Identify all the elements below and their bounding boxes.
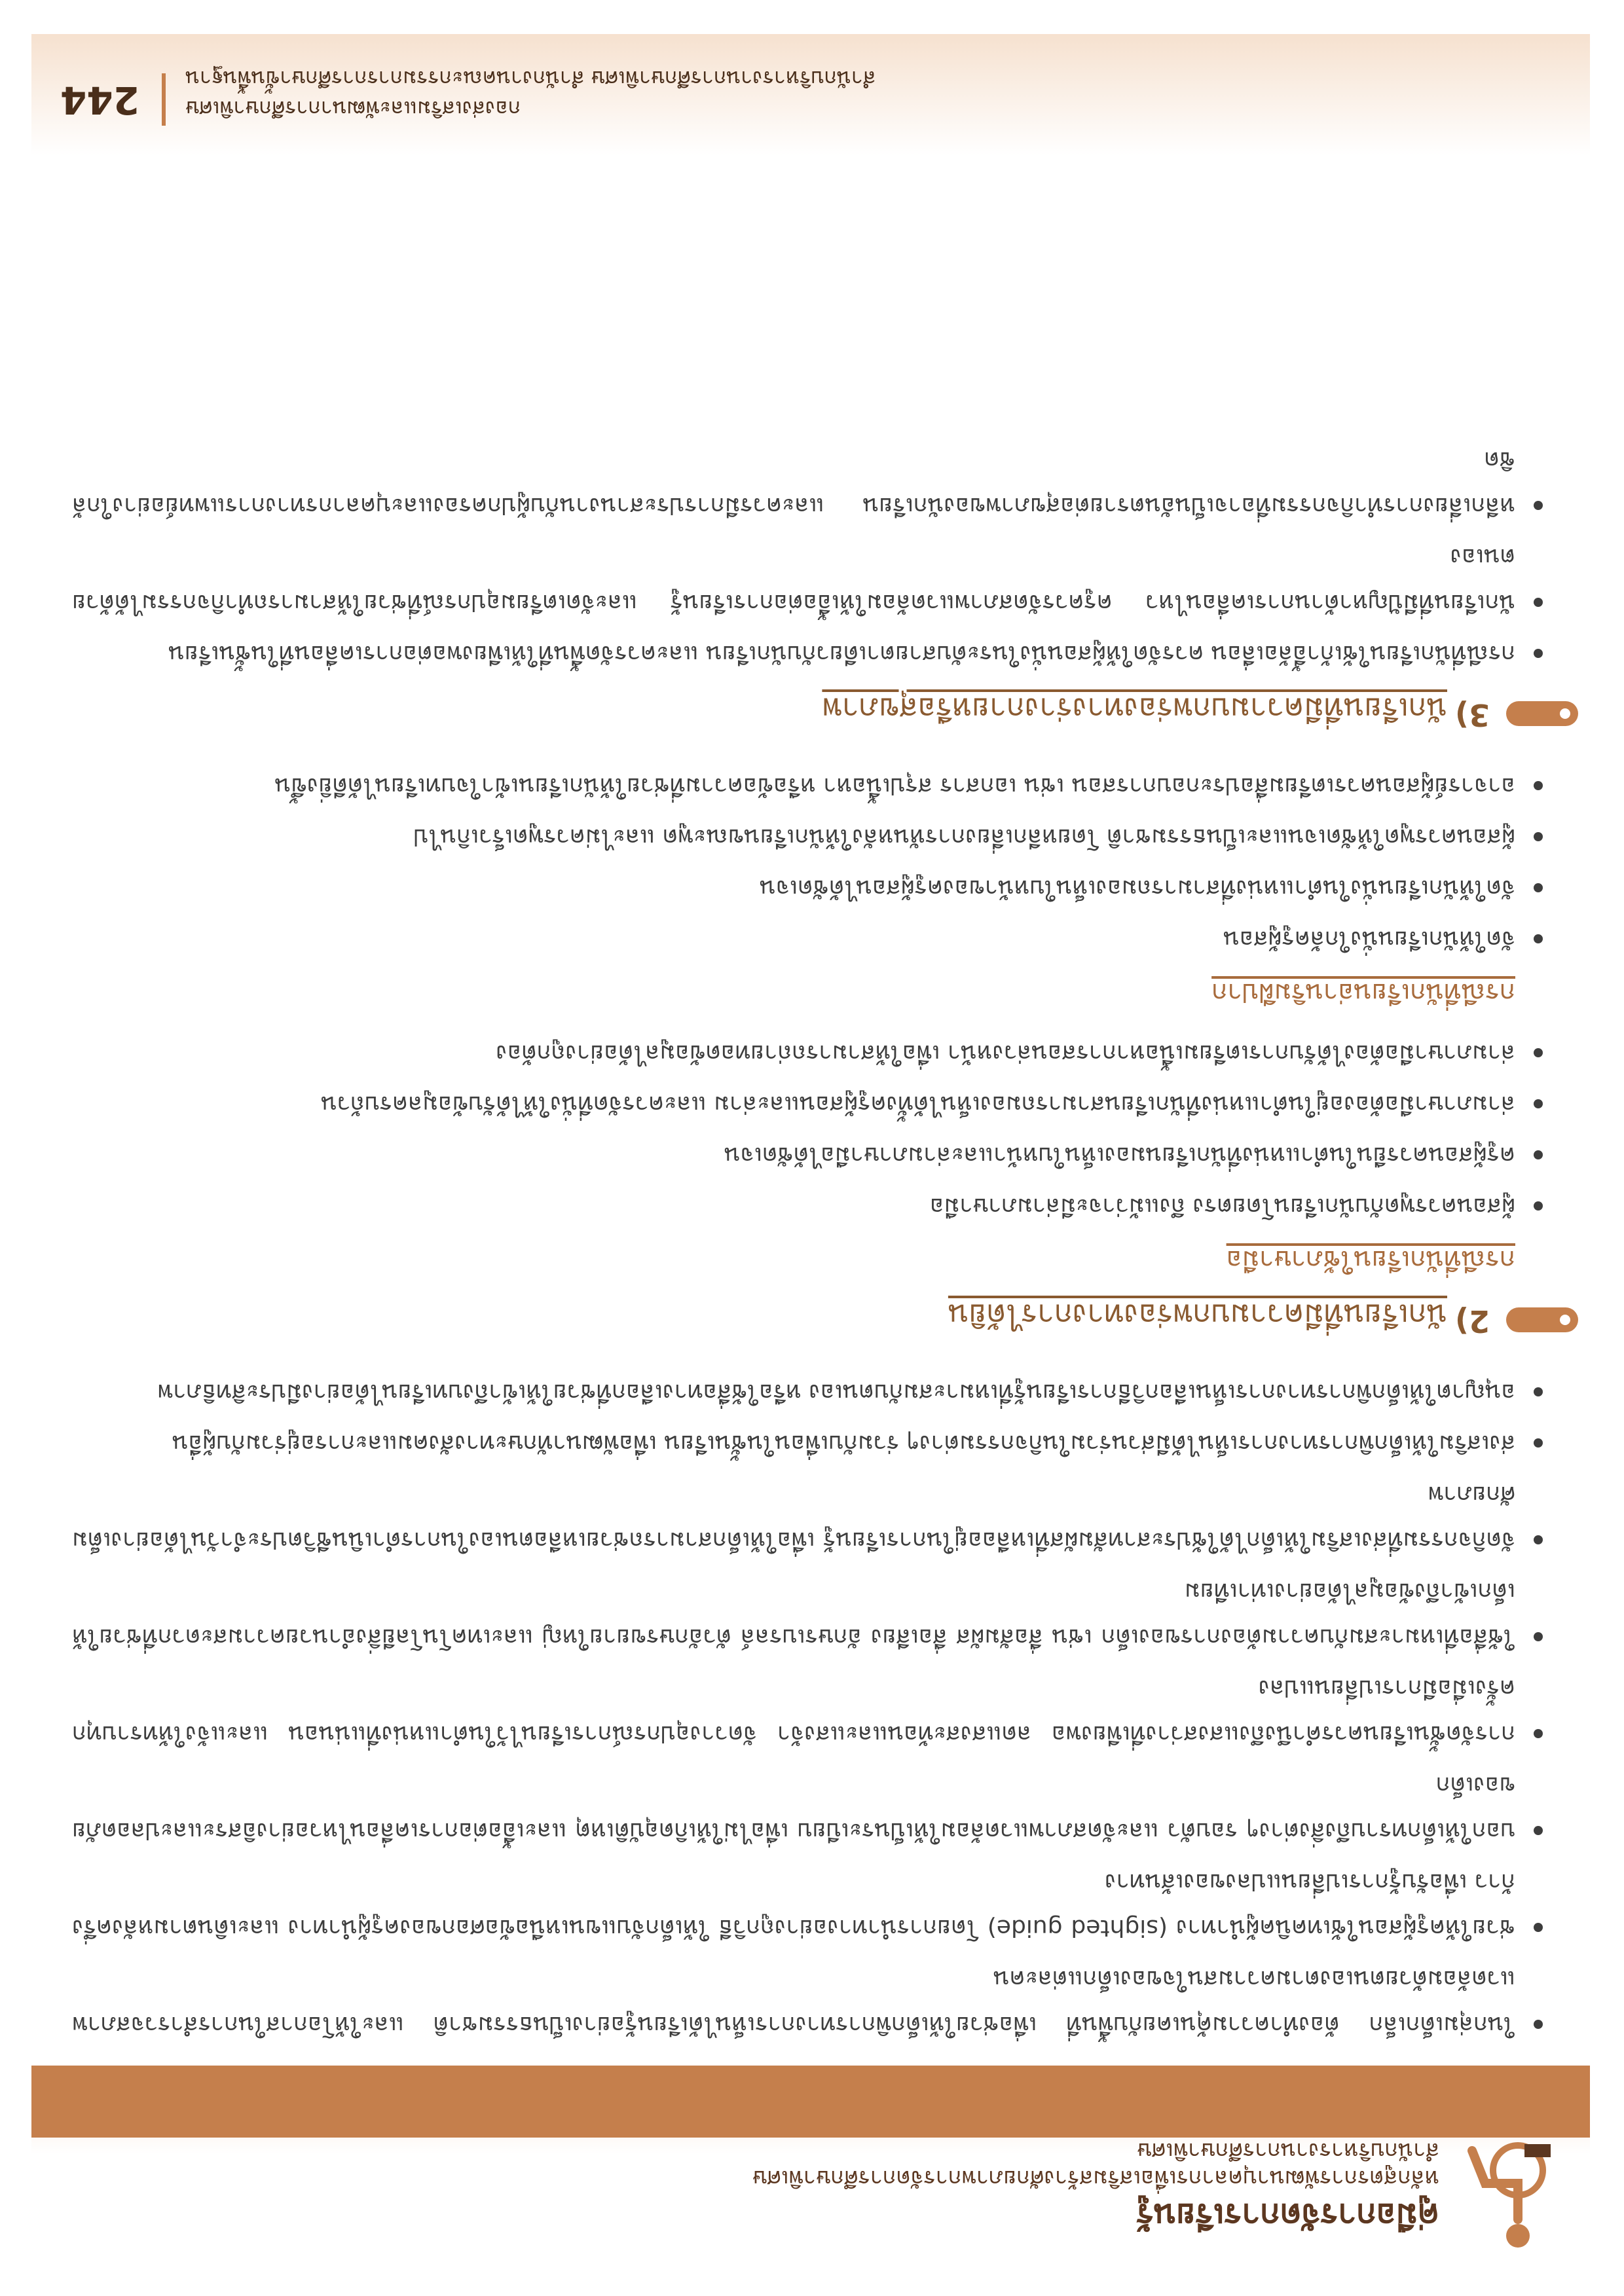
section-pill-icon	[1506, 1307, 1578, 1332]
footer-org-line-2: สำนักบริหารงานการศึกษาพิเศษ สำนักงานคณะกรรมการการศึกษาขั้นพื้นฐาน	[185, 66, 876, 91]
section-pill-icon	[1506, 701, 1578, 726]
footer-org-line-1: กองส่งเสริมและพัฒนาการศึกษาพิเศษ	[185, 96, 521, 121]
list-item: ส่งเสริมให้เด็กพิการทางการเห็นได้มีส่วนร่วมในกิจกรรมต่างๆ ร่วมกับเพื่อนในชั้นเรียน เพื่อพัฒนาทักษะทางสังคมและการอยู่ร่วมกับผู้อื่น	[72, 1420, 1552, 1466]
list-item: จัดกิจกรรมที่ส่งเสริมให้เด็กได้ใช้ประสาทสัมผัสที่เหลืออยู่ในการเรียนรู้ เพื่อให้เด็กสามารถช่วยเหลือตนเองในการดำเนินชีวิตประจำวันได้อย่างเต็มศักยภาพ	[72, 1471, 1552, 1563]
list-item: ช่วยให้ครูผู้สอนใช้เทคนิคผู้นำทาง (sighted guide) โดยการนำทางอย่างถูกวิธี ให้เด็กจับแขนเหนือข้อศอกของครูผู้นำทาง และเดินตามหลังครึ่งก้าว เพื่อรับรู้การเปลี่ยนแปลงของเส้นทาง	[72, 1859, 1552, 1950]
section-number: 2)	[1454, 1303, 1490, 1339]
section-number: 3)	[1454, 697, 1490, 733]
page-number: 244	[60, 78, 139, 122]
main-content	[72, 431, 1552, 2047]
lip-reading-bullet-list	[72, 763, 1552, 962]
list-item: จัดให้นักเรียนนั่งในตำแหน่งที่สามารถมองเห็นใบหน้าของครูผู้สอนได้ชัดเจน	[72, 865, 1552, 911]
list-item: อนุญาตให้เด็กพิการทางการเห็นเลือกวิธีการเรียนรู้ที่เหมาะสมกับตนเอง หรือใช้สื่อทางเลือกที่ช่วยให้เข้าถึงบทเรียนได้อย่างมีประสิทธิภาพ	[72, 1369, 1552, 1415]
section-3-heading	[72, 691, 1552, 733]
list-item: การจัดชั้นเรียนควรคำนึงถึงแสงสว่างที่เพียงพอ ลดแสงสะท้อนและแสงจ้า จัดวางอุปกรณ์การเรียนไว้ในตำแหน่งที่แน่นอน และแจ้งให้ทราบทุกครั้งเมื่อมีการเปลี่ยนแปลง	[72, 1665, 1552, 1757]
list-item: ล่ามภาษามือต้องได้รับการเตรียมเนื้อหาการสอนล่วงหน้า เพื่อให้สามารถถ่ายทอดข้อมูลได้อย่างถูกต้อง	[72, 1030, 1552, 1076]
list-item: ในกลุ่มเด็กเล็ก ต้องทำความคุ้นเคยกับพื้นที่ เพื่อช่วยให้เด็กพิการทางการเห็นได้เรียนรู้อย่างเป็นธรรมชาติ และให้โอกาสในการสำรวจสภาพแวดล้อมด้วยตนเองตามความสนใจของเด็กแต่ละคน	[72, 1956, 1552, 2047]
list-item: ผู้สอนควรพูดให้ชัดเจนและเป็นธรรมชาติ โดยหลีกเลี่ยงการหันหลังให้นักเรียนขณะพูด และไม่ควรพูดเร็วเกินไป	[72, 814, 1552, 860]
header-subtitle-2: สำนักบริหารงานการศึกษาพิเศษ	[1137, 2138, 1439, 2164]
list-item: ล่ามภาษามือต้องอยู่ในตำแหน่งที่นักเรียนสามารถมองเห็นได้ทั้งครูผู้สอนและล่าม และควรจัดที่นั่งให้ได้รับข้อมูลครบถ้วน	[72, 1081, 1552, 1127]
section-title: นักเรียนที่มีความบกพร่องทางการได้ยิน	[948, 1298, 1447, 1333]
header-subtitle-1: หลักสูตรการพัฒนาบุคลากรเพื่อเสริมสร้างศักยภาพการจัดการศึกษาพิเศษ	[752, 2165, 1439, 2191]
page-footer	[31, 34, 1590, 155]
header-title: คู่มือการจัดการเรียนรู้	[1136, 2196, 1439, 2234]
list-item: กรณีที่นักเรียนใช้เก้าอี้ล้อเลื่อน ควรจัดให้ผู้สอนนั่งในระดับสายตาเดียวกับนักเรียน และควรจัดพื้นที่ให้เพียงพอต่อการเคลื่อนที่ในชั้นเรียน	[72, 630, 1552, 676]
page-header	[31, 2066, 1590, 2262]
physical-bullet-list	[72, 437, 1552, 676]
wheelchair-logo-icon	[1452, 2138, 1564, 2255]
list-item: บอกให้เด็กทราบถึงสิ่งต่างๆ รอบตัว และจัดสภาพแวดล้อมให้เป็นระเบียบ เพื่อไม่ให้เกิดอุบัติเหตุ และเอื้อต่อการเคลื่อนไหวอย่างอิสระและปลอดภัยของเด็ก	[72, 1762, 1552, 1853]
list-item: หลีกเลี่ยงการทำกิจกรรมที่อาจเป็นอันตรายต่อสุขภาพของนักเรียน และควรมีการประสานงานกับผู้ปกครองและบุคลากรทางการแพทย์อย่างใกล้ชิด	[72, 437, 1552, 528]
list-item: ผู้สอนควรพูดกับนักเรียนโดยตรง ถึงแม้ว่าจะมีล่ามภาษามือ	[72, 1183, 1552, 1229]
sub-heading-sign-language: กรณีที่นักเรียนใช้ภาษามือ	[1226, 1245, 1515, 1275]
list-item: ครูผู้สอนควรยืนในตำแหน่งที่นักเรียนมองเห็นใบหน้าและล่ามภาษามือได้ชัดเจน	[72, 1132, 1552, 1178]
list-item: ใช้สื่อที่เหมาะสมกับความต้องการของเด็ก เช่น สื่อสัมผัส สื่อเสียง อักษรเบรลล์ ตัวอักษรขยายใหญ่ และเทคโนโลยีสิ่งอำนวยความสะดวกที่ช่วยให้เด็กเข้าถึงข้อมูลได้อย่างเท่าเทียม	[72, 1568, 1552, 1660]
footer-divider	[162, 73, 166, 126]
section-title: นักเรียนที่มีความบกพร่องทางร่างกายหรือสุขภาพ	[822, 691, 1447, 727]
list-item: จัดให้นักเรียนนั่งใกล้ครูผู้สอน	[72, 916, 1552, 962]
section-2-heading	[72, 1297, 1552, 1339]
sub-heading-lip-reading: กรณีที่นักเรียนอ่านริมฝีปาก	[1211, 977, 1515, 1008]
header-band	[31, 2066, 1590, 2138]
list-item: อาจารย์ผู้สอนควรเตรียมสื่อประกอบการสอน เช่น เอกสาร สรุปเนื้อหา หรือข้อความที่ช่วยให้นักเรียนเข้าใจบทเรียนได้ดียิ่งขึ้น	[72, 763, 1552, 809]
sign-language-bullet-list	[72, 1030, 1552, 1229]
list-item: นักเรียนที่มีปัญหาด้านการเคลื่อนไหว ครูควรจัดสภาพแวดล้อมให้เอื้อต่อการเรียนรู้ และจัดเตรียมอุปกรณ์ที่ช่วยให้สามารถทำกิจกรรมได้ด้วยตนเอง	[72, 534, 1552, 625]
intro-bullet-list	[72, 1369, 1552, 2047]
